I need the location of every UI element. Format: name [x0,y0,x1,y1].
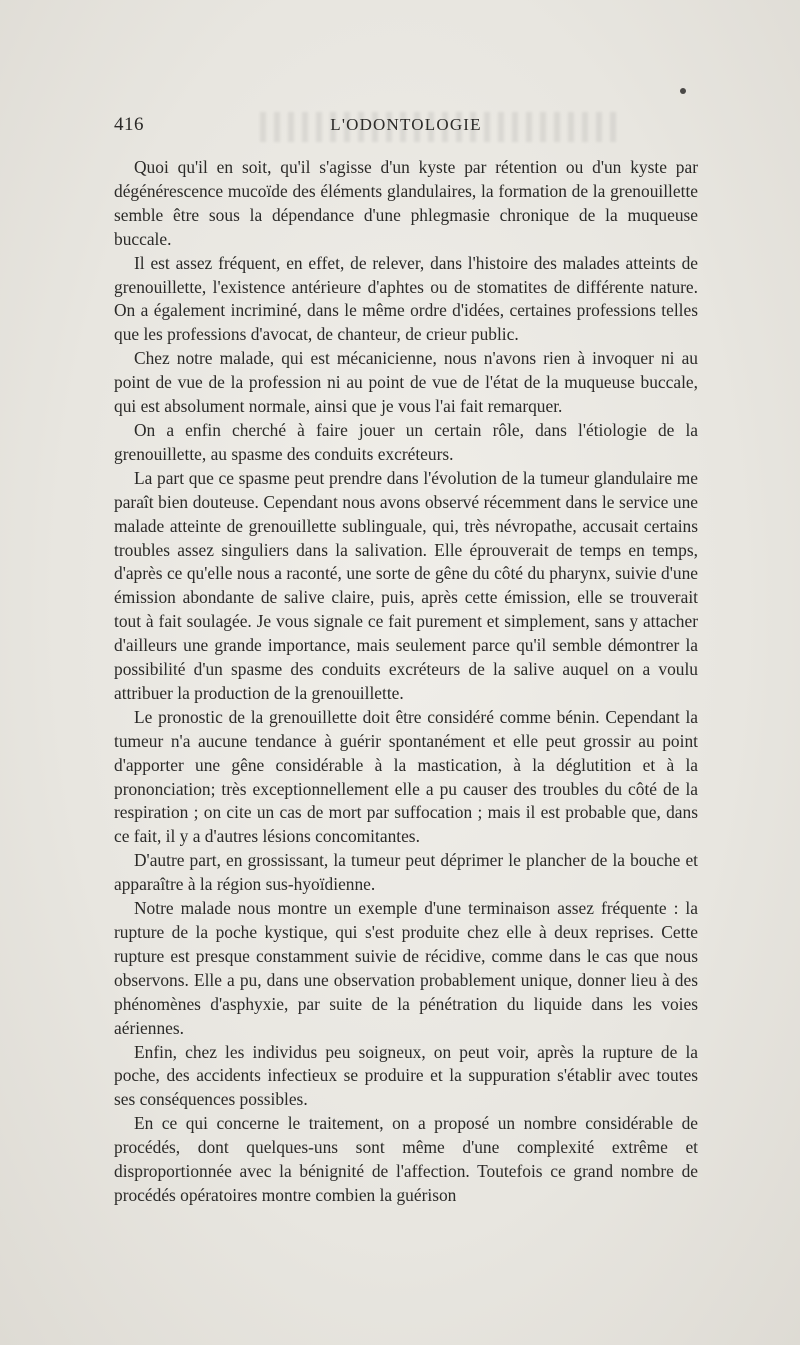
paragraph: D'autre part, en grossissant, la tumeur peut déprimer le plancher de la bouche et apparaître à la région sus-hyoïdienne. [114,850,698,895]
paragraph: Enfin, chez les individus peu soigneux, on peut voir, après la rupture de la poche, des accidents infectieux se produire et la suppuration s'établir avec toutes ses conséquences possibles. [114,1041,698,1110]
paragraph: Notre malade nous montre un exemple d'une terminaison assez fréquente : la rupture de la poche kystique, qui s'est produite chez elle à deux reprises. Cette rupture est presque constamment suivie de récidive, comme dans le cas que nous observons. Elle a pu, dans une observation probablement unique, donner lieu à des phénomènes d'asphyxie, par suite de la pénétration du liquide dans les voies aériennes. [114,898,698,1038]
paragraph: Quoi qu'il en soit, qu'il s'agisse d'un kyste par rétention ou d'un kyste par dégénérescence mucoïde des éléments glandulaires, la formation de la grenouillette semble être sous la dépendance d'une phlegmasie chronique de la muqueuse buccale. [114,157,698,249]
page-header [114,114,698,138]
paragraph: Chez notre malade, qui est mécanicienne, nous n'avons rien à invoquer ni au point de vue de la profession ni au point de vue de l'état de la muqueuse buccale, qui est absolument normale, ainsi que je vous l'ai fait remarquer. [114,348,698,417]
paragraph: La part que ce spasme peut prendre dans l'évolution de la tumeur glandulaire me paraît bien douteuse. Cependant nous avons observé récemment dans le service une malade atteinte de grenouillette sublinguale, qui, très névropathe, accusait certains troubles assez singuliers dans la salivation. Elle éprouverait de temps en temps, d'après ce qu'elle nous a raconté, une sorte de gêne du côté du pharynx, suivie d'une émission abondante de salive claire, puis, après cette émission, elle se trouverait tout à fait soulagée. Je vous signale ce fait purement et simplement, sans y attacher d'ailleurs une grande importance, mais seulement parce qu'il semble démontrer la possibilité d'un spasme des conduits excréteurs de la salive auquel on a voulu attribuer la production de la grenouillette. [114,467,698,703]
paragraph: Le pronostic de la grenouillette doit être considéré comme bénin. Cependant la tumeur n'a aucune tendance à guérir spontanément et elle peut grossir au point d'apporter une gêne considérable à la mastication, à la déglutition et à la prononciation; très exceptionnellement elle a pu causer des troubles du côté de la respiration ; on cite un cas de mort par suffocation ; mais il est probable que, dans ce fait, il y a d'autres lésions concomitantes. [114,706,698,847]
body-text [114,156,698,1208]
paragraph: En ce qui concerne le traitement, on a proposé un nombre considérable de procédés, dont quelques-uns sont même d'une complexité extrême et disproportionnée avec la bénignité de l'affection. Toutefois ce grand nombre de procédés opératoires montre combien la guérison [114,1113,698,1205]
ink-speck [680,88,686,94]
page-number: 416 [114,114,144,135]
paragraph: Il est assez fréquent, en effet, de relever, dans l'histoire des malades atteints de grenouillette, l'existence antérieure d'aphtes ou de stomatites de différente nature. On a également incriminé, dans le même ordre d'idées, certaines professions telles que les professions d'avocat, de chanteur, de crieur public. [114,252,698,345]
running-title: L'ODONTOLOGIE [330,115,482,134]
paragraph: On a enfin cherché à faire jouer un certain rôle, dans l'étiologie de la grenouillette, au spasme des conduits excréteurs. [114,419,698,464]
